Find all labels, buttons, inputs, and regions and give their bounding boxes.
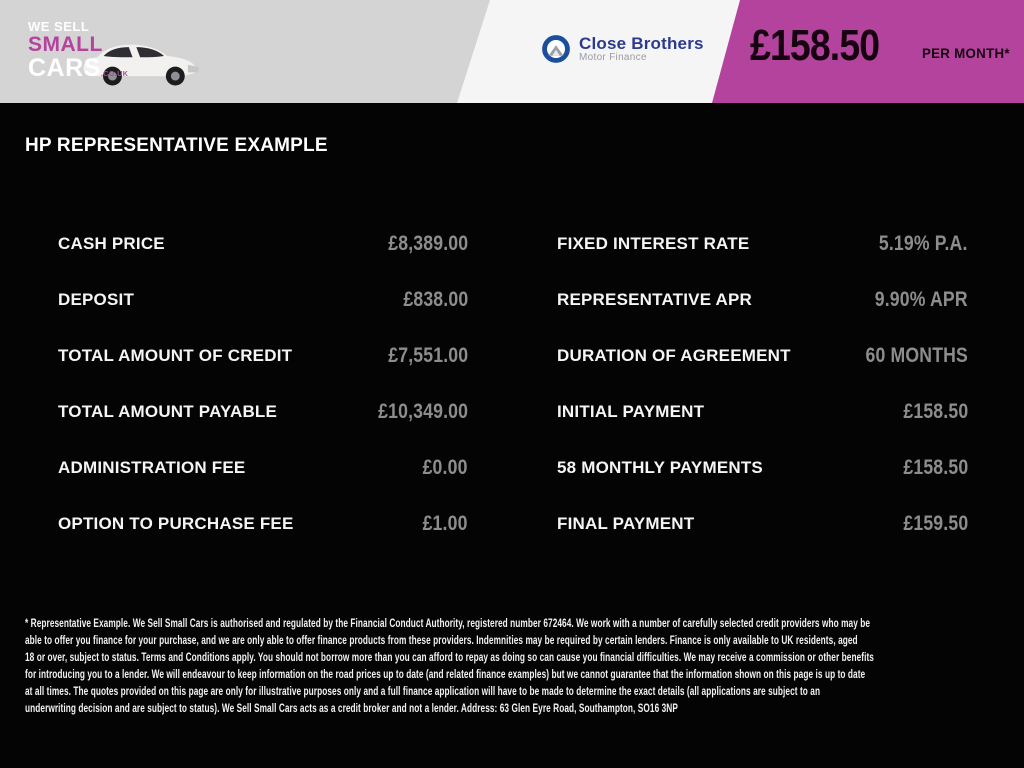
brand-logo: [28, 14, 198, 96]
brand-suffix: .CO.UK: [100, 71, 129, 78]
finance-value: £10,349.00: [378, 400, 468, 423]
finance-label: REPRESENTATIVE APR: [557, 290, 753, 309]
brand-line3: CARS.CO.UK: [28, 54, 129, 82]
finance-label: INITIAL PAYMENT: [557, 402, 705, 421]
disclaimer-line: * Representative Example. We Sell Small Cars is authorised and regulated by the Financial Conduct Authority, registered number 672464. We work with a number of carefully selected credit providers who may be: [25, 618, 871, 630]
disclaimer-line: underwriting decision and are subject to status). We Sell Small Cars acts as a credit broker and not a lender. Address: 63 Glen Eyre Road, Southampton, SO16 3NP: [25, 702, 678, 715]
price-amount: £158.50: [750, 21, 880, 70]
finance-value: 5.19% P.A.: [879, 232, 968, 255]
disclaimer: [25, 616, 1015, 717]
finance-table-left: [58, 216, 468, 552]
finance-value: £158.50: [903, 456, 968, 479]
finance-label: ADMINISTRATION FEE: [58, 458, 246, 477]
finance-label: 58 MONTHLY PAYMENTS: [557, 458, 763, 477]
finance-value: 60 MONTHS: [865, 344, 968, 367]
finance-label: FINAL PAYMENT: [557, 514, 695, 533]
header: [0, 0, 1024, 103]
finance-value: £838.00: [403, 288, 468, 311]
brand-line2: SMALL: [28, 33, 103, 56]
finance-value: £158.50: [903, 400, 968, 423]
finance-value: £0.00: [423, 456, 468, 479]
finance-label: CASH PRICE: [58, 234, 165, 253]
brand-wordmark: [28, 20, 198, 81]
finance-label: TOTAL AMOUNT PAYABLE: [58, 402, 278, 421]
lender-division: Motor Finance: [579, 52, 647, 64]
disclaimer-line: for introducing you to a lender. We will endeavour to keep information on the road prices up to date (and related finance examples) but we cannot guarantee that the information shown on this page is up to date: [25, 668, 866, 681]
lender-name: Close Brothers: [579, 33, 704, 53]
page-title: HP REPRESENTATIVE EXAMPLE: [25, 135, 328, 156]
finance-label: DEPOSIT: [58, 290, 135, 309]
finance-label: TOTAL AMOUNT OF CREDIT: [58, 346, 293, 365]
close-brothers-icon: [541, 34, 571, 64]
disclaimer-line: at all times. The quotes provided on this page are only for illustrative purposes only and a full finance application will have to be made to determine the exact details (all applications are subject to an: [25, 685, 821, 698]
close-brothers-logo: [541, 34, 704, 64]
finance-value: £7,551.00: [388, 344, 468, 367]
finance-value: 9.90% APR: [874, 288, 968, 311]
monthly-price: [750, 21, 1015, 70]
finance-label: OPTION TO PURCHASE FEE: [58, 514, 294, 533]
finance-label: FIXED INTEREST RATE: [557, 234, 750, 253]
finance-value: £159.50: [903, 512, 968, 535]
price-period: PER MONTH*: [922, 45, 1010, 61]
brand-line1: WE SELL: [28, 19, 90, 34]
disclaimer-line: able to offer you finance for your purchase, and we are only able to offer finance products from these providers. Indemnities may be required by certain lenders. Finance is only available to UK residents, aged: [25, 634, 858, 647]
disclaimer-line: 18 or over, subject to status. Terms and Conditions apply. You should not borrow more than you can afford to repay as doing so can cause you financial difficulties. We may receive a commission or other benefits: [25, 651, 874, 664]
finance-table-right: [557, 216, 968, 552]
finance-value: £1.00: [423, 512, 468, 535]
finance-value: £8,389.00: [388, 232, 468, 255]
finance-label: DURATION OF AGREEMENT: [557, 346, 791, 365]
